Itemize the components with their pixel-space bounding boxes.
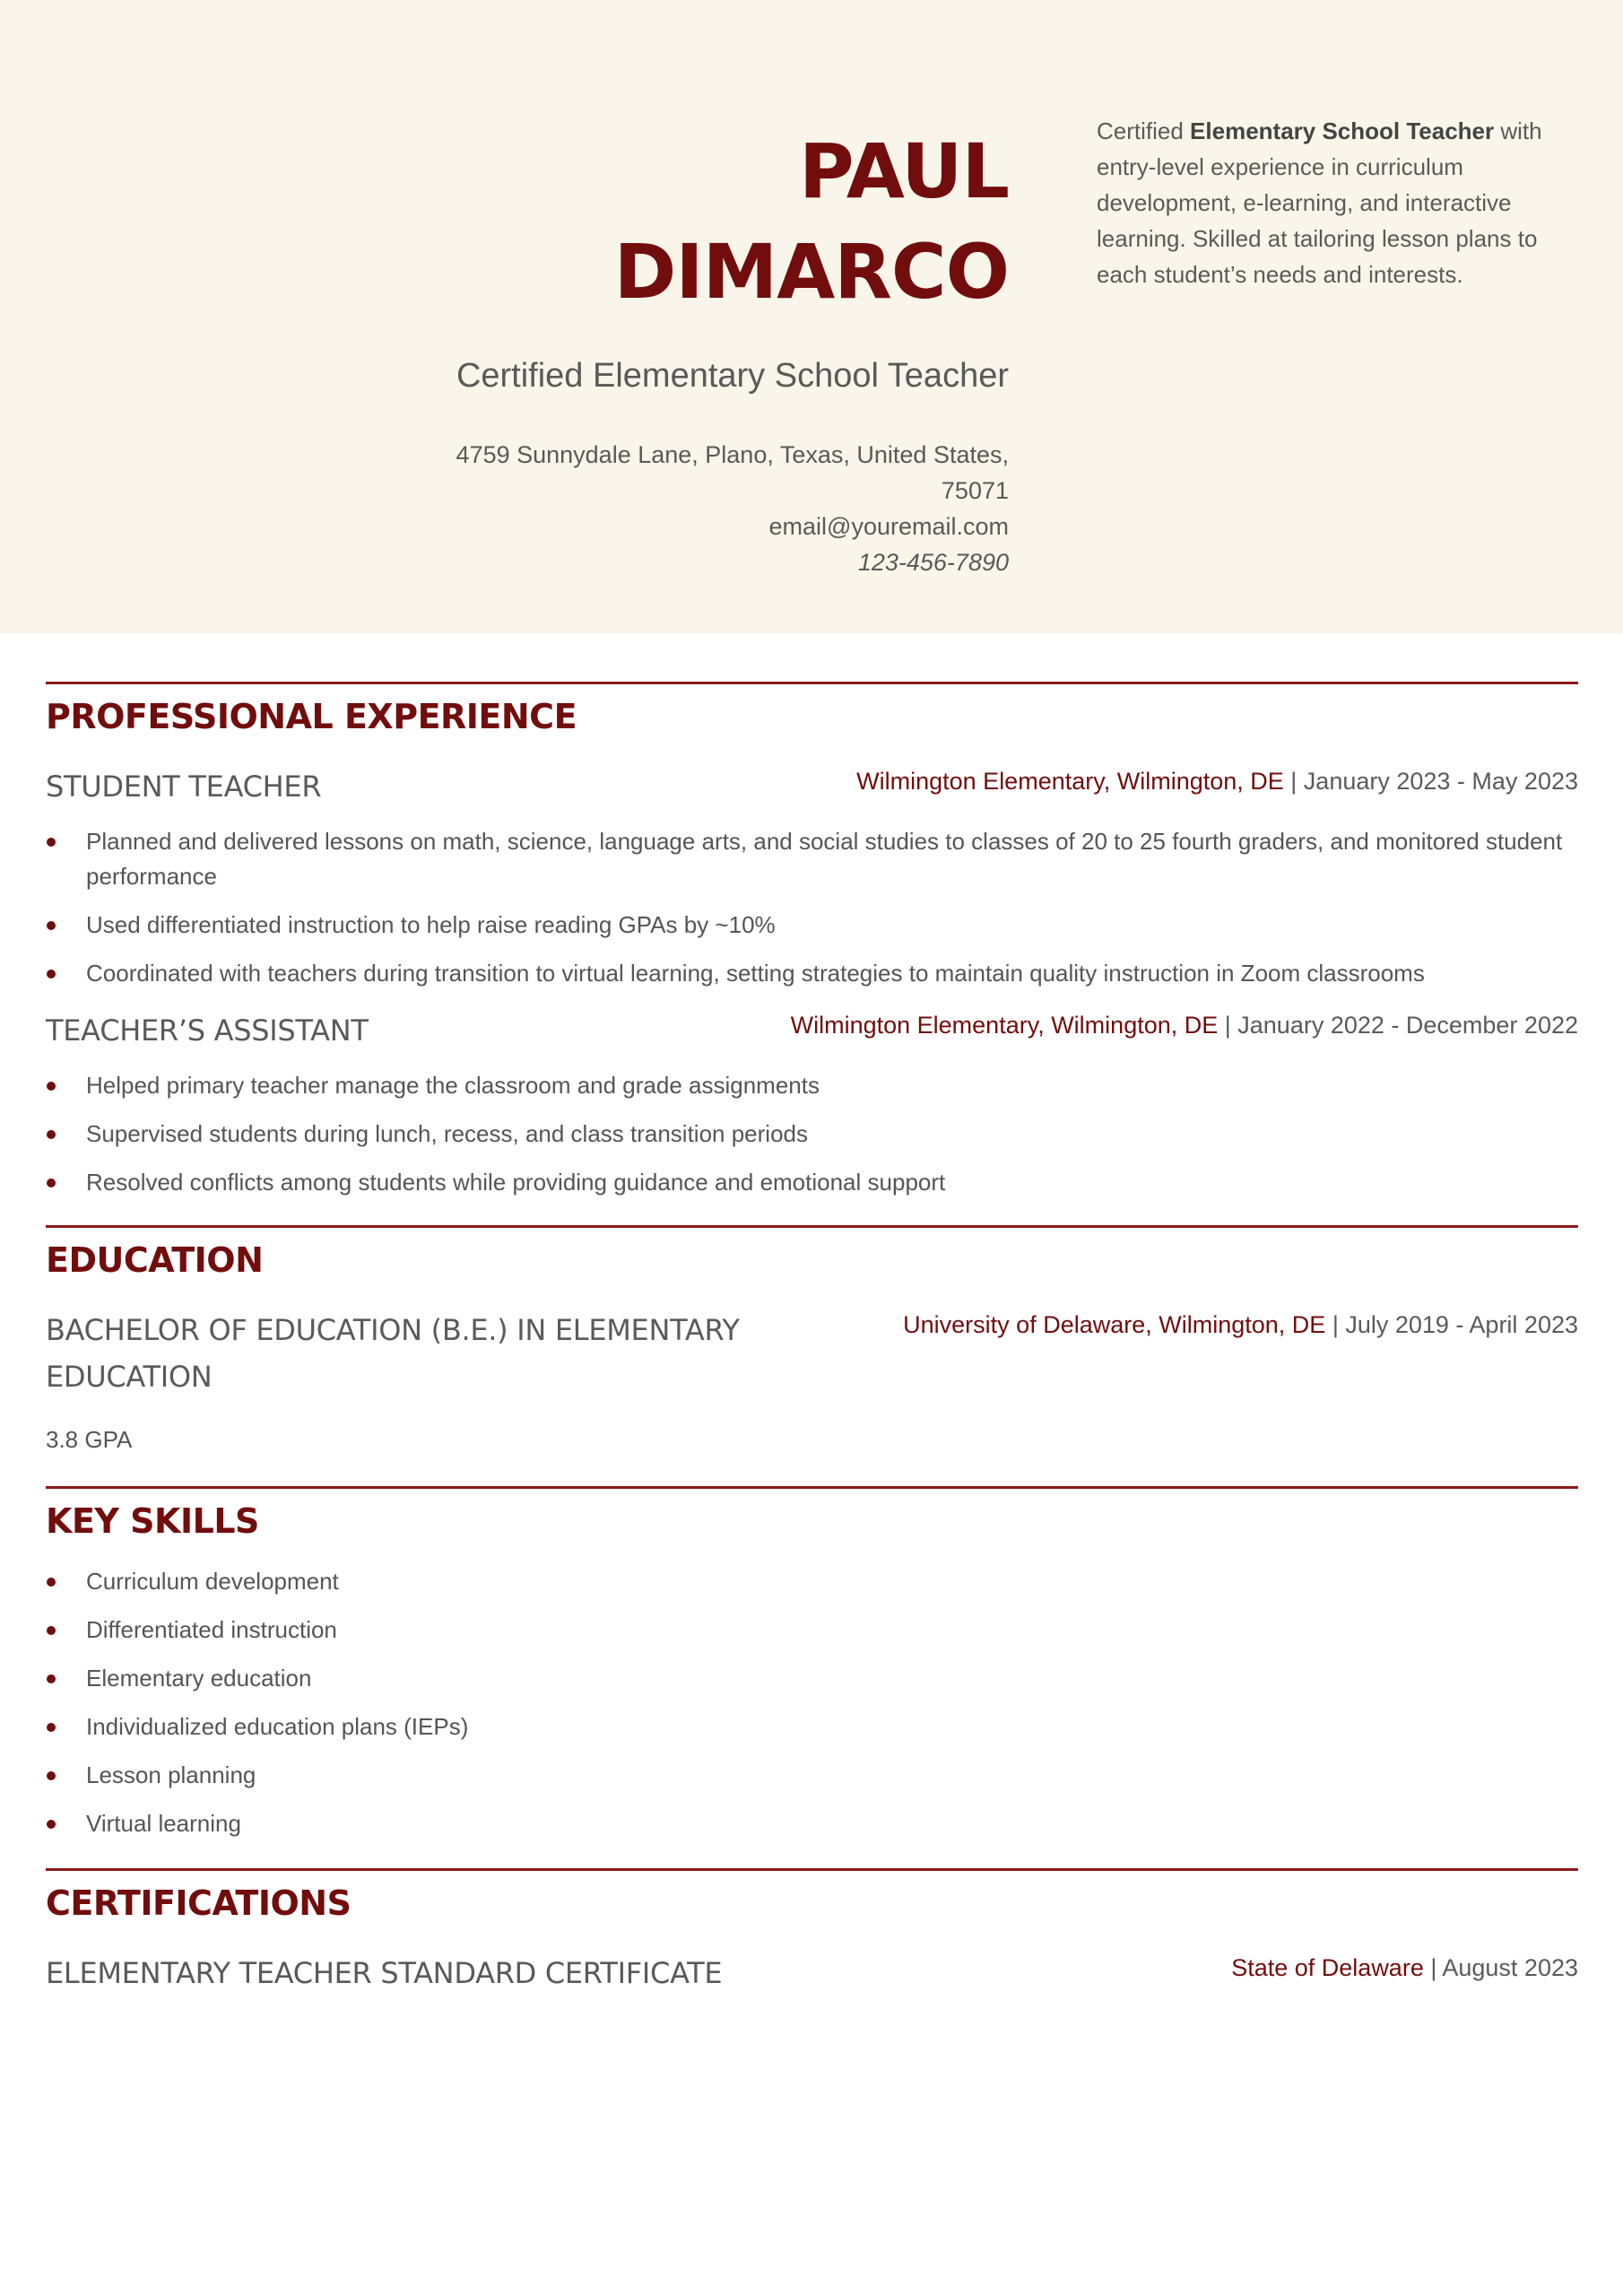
email-address: email@youremail.com (768, 513, 1009, 540)
summary-prefix: Certified (1097, 117, 1191, 144)
list-item: Elementary education (46, 1661, 1578, 1696)
contact-info (381, 437, 1009, 580)
summary-highlight: Elementary School Teacher (1190, 117, 1495, 144)
address-line-1: 4759 Sunnydale Lane, Plano, Texas, United States, (456, 441, 1009, 468)
list-item: Resolved conflicts among students while providing guidance and emotional support (46, 1165, 1578, 1200)
degree-line-2: EDUCATION (46, 1360, 213, 1394)
address-line-2: 75071 (941, 477, 1009, 504)
job-role: STUDENT TEACHER (46, 770, 322, 804)
job-organization: Wilmington Elementary, Wilmington, DE (790, 1012, 1219, 1039)
list-item: Coordinated with teachers during transition to virtual learning, setting strategies to maintain quality instruction in Zoom classrooms (46, 956, 1578, 991)
certification-name: ELEMENTARY TEACHER STANDARD CERTIFICATE (46, 1956, 723, 1990)
summary-text (1097, 113, 1563, 292)
certification-date: | August 2023 (1423, 1954, 1578, 1981)
list-item: Differentiated instruction (46, 1613, 1578, 1648)
education-section (46, 1225, 1578, 1457)
education-organization: University of Delaware, Wilmington, DE (903, 1311, 1326, 1338)
job-meta (791, 1007, 1578, 1043)
job-meta (856, 763, 1578, 799)
list-item: Supervised students during lunch, recess, and class transition periods (46, 1117, 1578, 1152)
skills-list (46, 1564, 1578, 1841)
gpa: 3.8 GPA (46, 1426, 133, 1453)
skills-section (46, 1486, 1578, 1841)
resume-header (0, 0, 1623, 633)
job-dates: | January 2022 - December 2022 (1218, 1012, 1578, 1039)
job-title: Certified Elementary School Teacher (456, 357, 1009, 395)
resume-body (46, 682, 1578, 1996)
job-entry-header (46, 763, 1578, 810)
candidate-name (381, 121, 1009, 322)
list-item: Used differentiated instruction to help raise reading GPAs by ~10% (46, 908, 1578, 943)
phone-number: 123-456-7890 (857, 549, 1009, 576)
certifications-heading: CERTIFICATIONS (46, 1883, 352, 1923)
list-item: Planned and delivered lessons on math, science, language arts, and social studies to classes of 20 to 25 fourth graders, and monitored student performance (46, 824, 1578, 894)
job-role: TEACHER’S ASSISTANT (46, 1013, 369, 1048)
education-heading: EDUCATION (46, 1240, 264, 1280)
list-item: Curriculum development (46, 1564, 1578, 1599)
experience-heading: PROFESSIONAL EXPERIENCE (46, 697, 577, 736)
job-bullets (46, 1068, 1578, 1200)
certifications-section (46, 1868, 1578, 1996)
job-bullets (46, 824, 1578, 991)
job-entry-header (46, 1007, 1578, 1054)
list-item: Individualized education plans (IEPs) (46, 1709, 1578, 1744)
job-dates: | January 2023 - May 2023 (1283, 768, 1578, 795)
certification-entry-header (46, 1950, 1578, 1996)
first-name: PAUL (798, 127, 1009, 215)
certification-issuer: State of Delaware (1231, 1954, 1424, 1981)
header-identity (381, 121, 1009, 580)
list-item: Lesson planning (46, 1758, 1578, 1793)
degree-line-1: BACHELOR OF EDUCATION (B.E.) IN ELEMENTARY (46, 1313, 740, 1347)
list-item: Virtual learning (46, 1806, 1578, 1841)
skills-heading: KEY SKILLS (46, 1501, 259, 1541)
summary-rest: with entry-level experience in curriculum development, e-learning, and interactive learning. Skilled at tailoring lesson plans to each student’s needs and interests. (1097, 117, 1542, 288)
education-entry-header (46, 1307, 1578, 1400)
list-item: Helped primary teacher manage the classroom and grade assignments (46, 1068, 1578, 1103)
job-organization: Wilmington Elementary, Wilmington, DE (856, 768, 1284, 795)
education-meta (903, 1307, 1578, 1343)
experience-section (46, 682, 1578, 1200)
last-name: DIMARCO (613, 228, 1009, 316)
certification-meta (1231, 1950, 1578, 1986)
education-dates: | July 2019 - April 2023 (1325, 1311, 1578, 1338)
